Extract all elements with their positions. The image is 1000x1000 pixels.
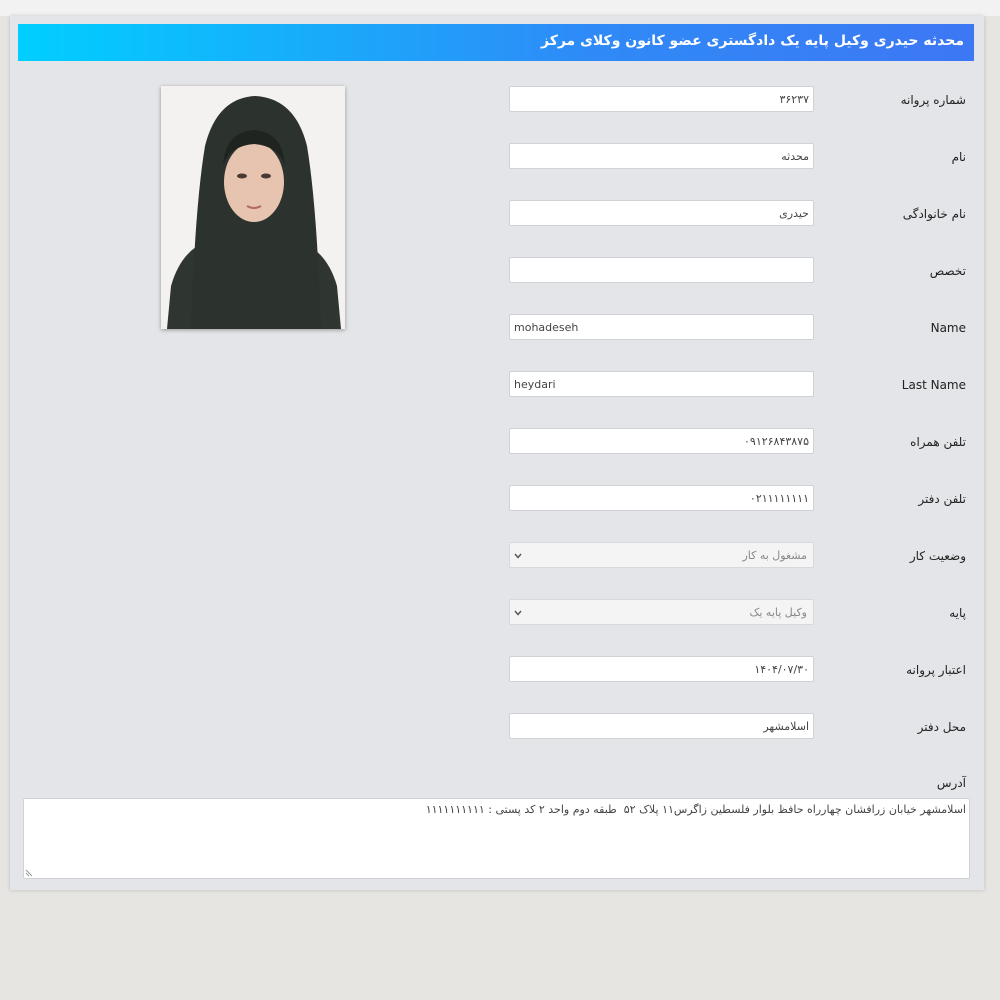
office-phone-input[interactable] — [509, 485, 814, 511]
chevron-down-icon — [514, 609, 522, 617]
mobile-input[interactable] — [509, 428, 814, 454]
address-label: آدرس — [936, 776, 966, 790]
first-name-label: نام — [951, 150, 966, 164]
office-phone-label: تلفن دفتر — [918, 492, 966, 506]
first-name-input[interactable] — [509, 143, 814, 169]
field-row-english-name — [10, 314, 984, 344]
license-number-input[interactable] — [509, 86, 814, 112]
lawyer-profile-panel — [10, 16, 984, 890]
field-row-work-status — [10, 542, 984, 572]
profile-header — [18, 24, 974, 61]
field-row-english-last-name — [10, 371, 984, 401]
last-name-label: نام خانوادگی — [902, 207, 966, 221]
field-row-first-name — [10, 143, 984, 173]
grade-label: پایه — [949, 606, 966, 620]
field-row-license-number — [10, 86, 984, 116]
field-row-office-phone — [10, 485, 984, 515]
english-name-input[interactable] — [509, 314, 814, 340]
mobile-label: تلفن همراه — [910, 435, 966, 449]
address-textarea[interactable] — [23, 798, 970, 879]
grade-value: وکیل پایه یک — [749, 606, 807, 619]
license-validity-label: اعتبار پروانه — [906, 663, 966, 677]
profile-title: محدثه حیدری وکیل پایه یک دادگستری عضو کانون وکلای مرکز — [540, 33, 964, 49]
work-status-select[interactable] — [509, 542, 814, 568]
last-name-input[interactable] — [509, 200, 814, 226]
office-location-input[interactable] — [509, 713, 814, 739]
field-row-mobile — [10, 428, 984, 458]
english-last-name-label: Last Name — [901, 378, 966, 392]
resize-handle-icon[interactable] — [25, 869, 33, 877]
field-row-last-name — [10, 200, 984, 230]
english-name-label: Name — [930, 321, 966, 335]
page-top-strip — [0, 0, 1000, 16]
work-status-label: وضعیت کار — [909, 549, 966, 563]
field-row-grade — [10, 599, 984, 629]
specialty-input[interactable] — [509, 257, 814, 283]
chevron-down-icon — [514, 552, 522, 560]
field-row-license-validity — [10, 656, 984, 686]
field-row-office-location — [10, 713, 984, 743]
license-number-label: شماره پروانه — [900, 93, 966, 107]
grade-select[interactable] — [509, 599, 814, 625]
work-status-value: مشغول به کار — [742, 549, 807, 562]
english-last-name-input[interactable] — [509, 371, 814, 397]
office-location-label: محل دفتر — [917, 720, 966, 734]
field-row-specialty — [10, 257, 984, 287]
specialty-label: تخصص — [929, 264, 966, 278]
license-validity-input[interactable] — [509, 656, 814, 682]
